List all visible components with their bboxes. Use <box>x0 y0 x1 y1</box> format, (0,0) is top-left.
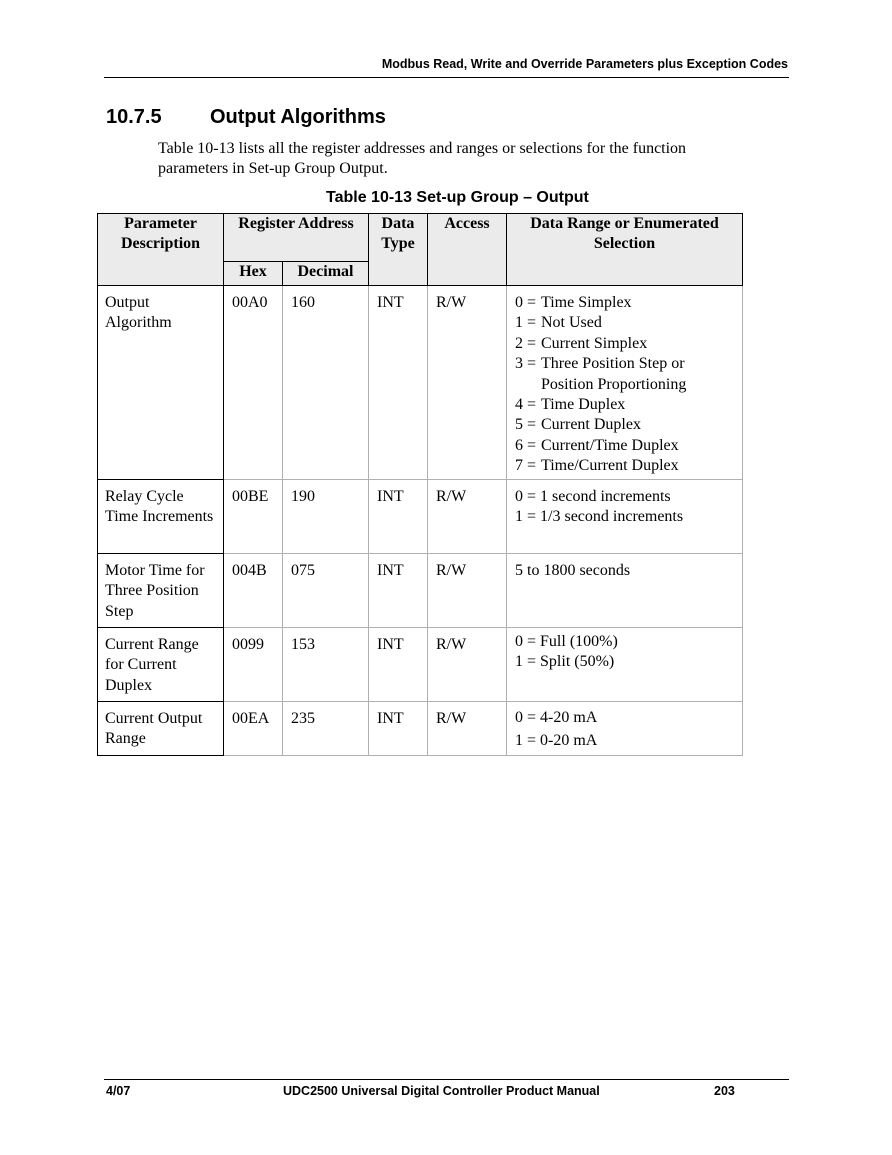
list-item <box>515 293 736 313</box>
selection-text: Current Duplex <box>541 416 641 434</box>
table-row <box>98 286 743 480</box>
data-type-cell: INT <box>369 702 428 756</box>
parameter-cell: Current Range for Current Duplex <box>98 628 224 702</box>
parameter-cell: Motor Time for Three Position Step <box>98 554 224 628</box>
selection-number: 0 = <box>515 294 537 311</box>
data-type-cell: INT <box>369 628 428 702</box>
list-item <box>515 334 736 354</box>
header-access: Access <box>428 214 507 286</box>
decimal-cell: 153 <box>283 628 369 702</box>
selection-text: Time Simplex <box>541 294 632 311</box>
selection-number: 7 = <box>515 457 537 475</box>
running-header: Modbus Read, Write and Override Parameters plus Exception Codes <box>381 57 788 71</box>
selection-text: Three Position Step or Position Proportioning <box>541 355 687 393</box>
access-cell: R/W <box>428 554 507 628</box>
hex-cell: 0099 <box>224 628 283 702</box>
hex-cell: 00EA <box>224 702 283 756</box>
list-item <box>515 354 736 395</box>
range-line: 0 = Full (100%) <box>515 633 618 650</box>
data-type-cell: INT <box>369 480 428 554</box>
range-line: 5 to 1800 seconds <box>515 562 631 579</box>
header-data-range: Data Range or Enumerated Selection <box>507 214 743 286</box>
selection-number: 4 = <box>515 396 537 414</box>
access-cell: R/W <box>428 286 507 480</box>
list-item <box>515 395 736 415</box>
list-item <box>515 313 736 333</box>
decimal-cell: 190 <box>283 480 369 554</box>
selection-text: Current/Time Duplex <box>541 436 679 454</box>
selection-number: 3 = <box>515 355 537 373</box>
data-range-cell <box>507 628 743 702</box>
footer-date: 4/07 <box>106 1084 131 1098</box>
table-caption: Table 10-13 Set-up Group – Output <box>326 189 589 206</box>
section-title: Output Algorithms <box>210 106 386 128</box>
range-line: 0 = 1 second increments <box>515 488 671 505</box>
header-parameter-description: Parameter Description <box>98 214 224 286</box>
decimal-cell: 075 <box>283 554 369 628</box>
hex-cell: 004B <box>224 554 283 628</box>
selection-text: Time/Current Duplex <box>541 457 679 475</box>
table-row <box>98 628 743 702</box>
section-number: 10.7.5 <box>106 106 162 128</box>
table-row <box>98 702 743 756</box>
footer-manual-title: UDC2500 Universal Digital Controller Product Manual <box>283 1084 600 1098</box>
hex-cell: 00BE <box>224 480 283 554</box>
selection-text: Current Simplex <box>541 334 648 352</box>
selection-number: 5 = <box>515 416 537 434</box>
range-line: 0 = 4-20 mA <box>515 709 598 726</box>
data-type-cell: INT <box>369 554 428 628</box>
footer-page-number: 203 <box>714 1084 735 1098</box>
access-cell: R/W <box>428 628 507 702</box>
data-range-cell <box>507 480 743 554</box>
list-item <box>515 456 736 476</box>
header-data-type: Data Type <box>369 214 428 286</box>
range-line: 1 = 0-20 mA <box>515 732 598 749</box>
list-item <box>515 436 736 456</box>
range-line: 1 = 1/3 second increments <box>515 508 684 526</box>
parameter-cell: Current Output Range <box>98 702 224 756</box>
footer-rule <box>104 1079 789 1080</box>
parameter-cell: Output Algorithm <box>98 286 224 480</box>
decimal-cell: 160 <box>283 286 369 480</box>
selection-text: Not Used <box>541 314 602 332</box>
selection-number: 1 = <box>515 314 537 332</box>
data-type-cell: INT <box>369 286 428 480</box>
header-hex: Hex <box>224 262 283 286</box>
list-item <box>515 415 736 435</box>
header-register-address: Register Address <box>224 214 369 262</box>
enumerated-selection-list <box>515 293 736 477</box>
selection-text: Time Duplex <box>541 396 626 414</box>
table-row <box>98 554 743 628</box>
access-cell: R/W <box>428 480 507 554</box>
decimal-cell: 235 <box>283 702 369 756</box>
data-range-cell <box>507 286 743 480</box>
header-rule <box>104 77 789 78</box>
data-range-cell <box>507 702 743 756</box>
parameter-cell: Relay Cycle Time Increments <box>98 480 224 554</box>
range-line: 1 = Split (50%) <box>515 653 615 671</box>
output-table <box>97 213 743 756</box>
access-cell: R/W <box>428 702 507 756</box>
intro-paragraph: Table 10-13 lists all the register addresses and ranges or selections for the function parameters in Set-up Group Output. <box>158 140 687 177</box>
hex-cell: 00A0 <box>224 286 283 480</box>
data-range-cell <box>507 554 743 628</box>
table-row <box>98 480 743 554</box>
header-decimal: Decimal <box>283 262 369 286</box>
selection-number: 2 = <box>515 334 537 352</box>
selection-number: 6 = <box>515 436 537 454</box>
